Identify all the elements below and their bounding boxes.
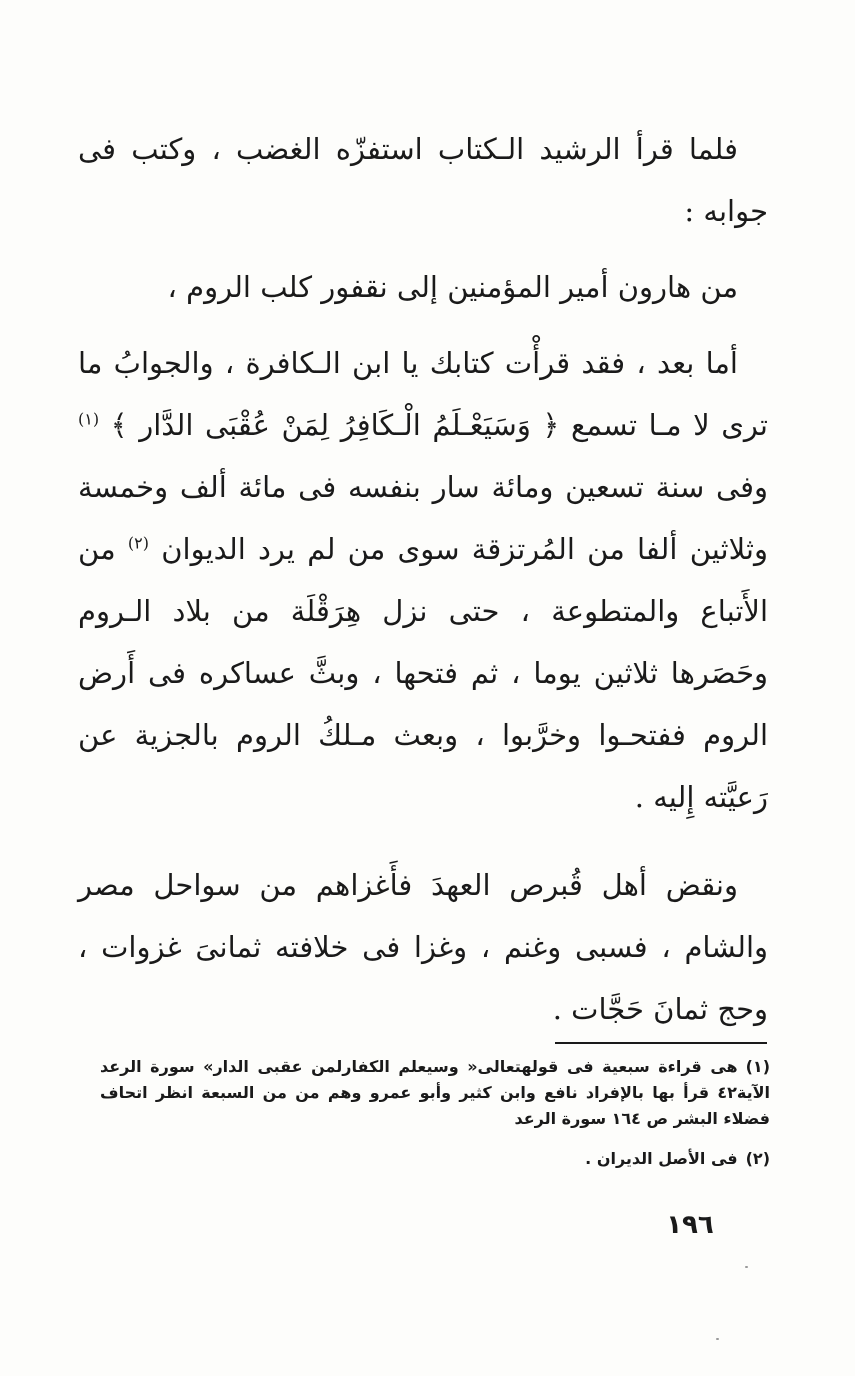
- main-text: [78, 118, 768, 1040]
- footnote-1: [100, 1054, 770, 1132]
- scan-speck: [716, 1338, 719, 1340]
- letter-salutation: من هارون أمير المؤمنين إلى نقفور كلب الروم ،: [167, 270, 738, 304]
- paragraph-4: ونقض أهل قُبرص العهدَ فأَغزاهم من سواحل مصر والشام ، فسبى وغنم ، وغزا فى خلافته ثمانىَ غزوات ، وحج ثمانَ حَجَّات .: [78, 868, 769, 1026]
- letter-body: أما بعد ، فقد قرأْت كتابك يا ابن الـكافرة ، والجوابُ ما ترى لا مـا تسمع ﴿ وَسَيَعْـلَمُ الْـكَافِرُ لِمَنْ عُقْبَى الدَّار ﴾: [78, 346, 769, 442]
- page-number: ١٩٦: [666, 1210, 714, 1240]
- footnote-number: (٢): [745, 1149, 770, 1168]
- footnote-separator: [555, 1042, 767, 1044]
- footnotes: [100, 1054, 770, 1186]
- footnote-mark-2: (٢): [127, 533, 149, 553]
- paragraph-1: فلما قرأ الرشيد الـكتاب استفزّه الغضب ، وكتب فى جوابه :: [78, 132, 768, 228]
- campaign-text-continued: من الأَتباع والمتطوعة ، حتى نزل هِرَقْلَة من بلاد الـروم وحَصَرها ثلاثين يوما ، ثم فتحها ، وبثَّ عساكره فى أَرض الروم ففتحـوا وخرَّبوا ، وبعث مـلكُ الروم بالجزية عن رَعيَّته إِليه .: [78, 532, 768, 814]
- scan-speck: [745, 1266, 748, 1268]
- campaign-text: وفى سنة تسعين ومائة سار بنفسه فى مائة ألف وخمسة وثلاثين ألفا من المُرتزقة سوى من لم يرد الديوان: [78, 470, 768, 566]
- footnote-text: فى الأصل الديران .: [585, 1149, 738, 1168]
- footnote-text: هى قراءة سبعية فى قولهتعالى« وسيعلم الكفارلمن عقبى الدار» سورة الرعد الآية٤٢ قرأ بها بالإفراد نافع وابن كثير وأبو عمرو وهم من من السبعة انظر اتحاف فضلاء البشر ص ١٦٤ سورة الرعد: [100, 1057, 770, 1128]
- paragraph-3: [78, 332, 768, 828]
- footnote-mark-1: (١): [78, 409, 100, 429]
- footnote-2: [100, 1146, 770, 1172]
- footnote-number: (١): [745, 1057, 770, 1076]
